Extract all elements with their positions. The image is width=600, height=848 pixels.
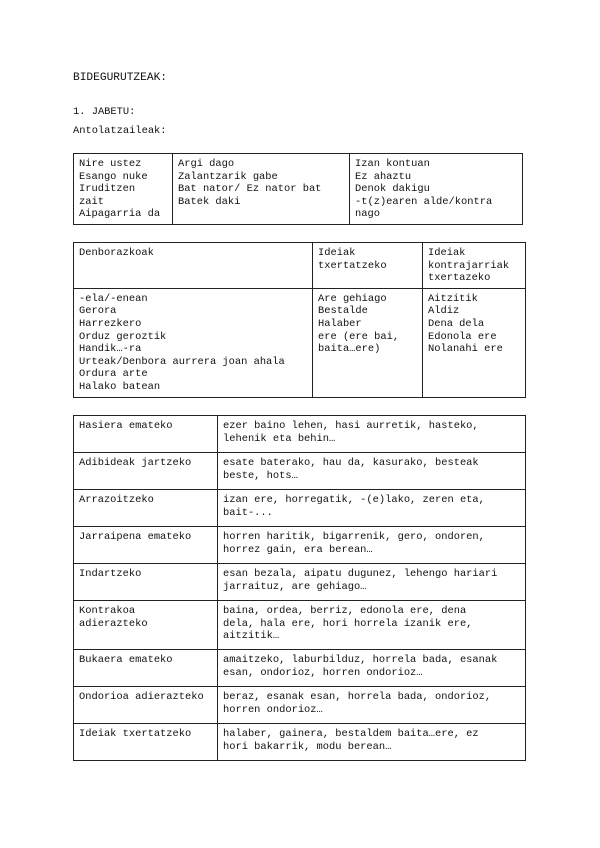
table-cell: Are gehiago Bestalde Halaber ere (ere bai, baita…ere) [313,288,423,397]
row-label: Bukaera emateko [74,650,218,687]
table-row [74,416,526,453]
row-text: halaber, gainera, bestaldem baita…ere, ez hori bakarrik, modu berean… [218,724,526,761]
row-label: Ideiak txertatzeko [74,724,218,761]
table-row [74,564,526,601]
row-text: horren haritik, bigarrenik, gero, ondoren, horrez gain, era berean… [218,527,526,564]
row-label: Adibideak jartzeko [74,453,218,490]
row-label: Kontrakoa adierazteko [74,601,218,650]
row-text: beraz, esanak esan, horrela bada, ondorioz, horren ondorioz… [218,687,526,724]
table-row [74,724,526,761]
table-row [74,687,526,724]
connectors-purpose-table [73,415,526,761]
table-cell: -ela/-enean Gerora Harrezkero Orduz geroztik Handik…-ra Urteak/Denbora aurrera joan ahala Ordura arte Halako batean [74,288,313,397]
table-row [74,650,526,687]
table-row [74,288,526,397]
row-label: Ondorioa adierazteko [74,687,218,724]
section-heading: 1. JABETU: [73,106,136,118]
row-text: ezer baino lehen, hasi aurretik, hasteko, lehenik eta behin… [218,416,526,453]
row-label: Hasiera emateko [74,416,218,453]
table-row [74,601,526,650]
row-text: esate baterako, hau da, kasurako, besteak beste, hots… [218,453,526,490]
row-label: Arrazoitzeko [74,490,218,527]
row-label: Jarraipena emateko [74,527,218,564]
table-cell: Aitzitik Aldiz Dena dela Edonola ere Nolanahi ere [423,288,526,397]
row-text: izan ere, horregatik, -(e)lako, zeren eta, bait-... [218,490,526,527]
table-cell: Nire ustez Esango nuke Iruditzen zait Aipagarria da [74,154,173,225]
connectors-category-table [73,242,526,398]
table-row [74,154,523,225]
table-row [74,490,526,527]
table-cell: Argi dago Zalantzarik gabe Bat nator/ Ez nator bat Batek daki [173,154,350,225]
table-cell: Izan kontuan Ez ahaztu Denok dakigu -t(z)earen alde/kontra nago [350,154,523,225]
subsection-heading: Antolatzaileak: [73,125,167,137]
row-text: amaitzeko, laburbilduz, horrela bada, esanak esan, ondorioz, horren ondorioz… [218,650,526,687]
column-header: Ideiak kontrajarriak txertazeko [423,243,526,289]
page-title: BIDEGURUTZEAK: [73,72,167,84]
row-text: baina, ordea, berriz, edonola ere, dena dela, hala ere, hori horrela izanik ere, aitzitik… [218,601,526,650]
row-text: esan bezala, aipatu dugunez, lehengo hariari jarraituz, are gehiago… [218,564,526,601]
table-row [74,527,526,564]
opinion-connectors-table [73,153,523,225]
column-header: Ideiak txertatzeko [313,243,423,289]
row-label: Indartzeko [74,564,218,601]
table-header-row [74,243,526,289]
column-header: Denborazkoak [74,243,313,289]
table-row [74,453,526,490]
